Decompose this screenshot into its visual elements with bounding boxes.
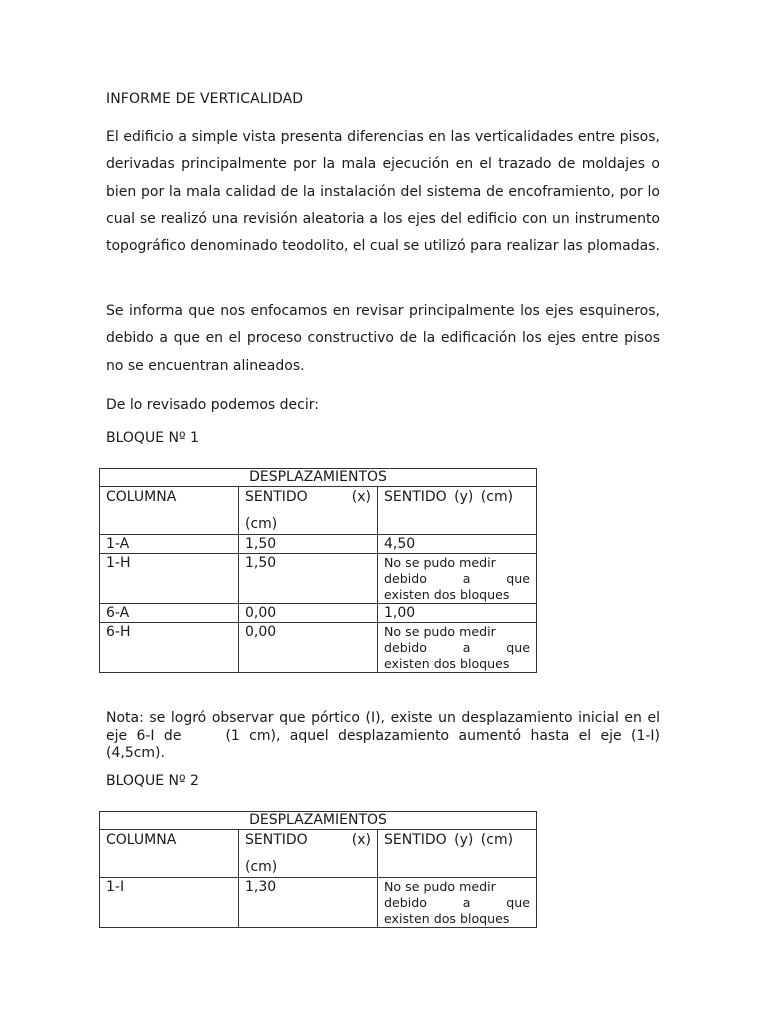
column-header-sentido-x: SENTIDO (x) (cm) [239,487,378,535]
table-cell-columna: 1-I [100,878,239,928]
note-paragraph: Nota: se logró observar que pórtico (I), existe un desplazamiento inicial en el eje 6-I de (1 cm), aquel desplazamiento aumentó hasta el eje (1-I) (4,5cm). [106,710,661,761]
column-header-columna: COLUMNA [100,487,239,535]
table-cell-x: 0,00 [239,623,378,673]
table-cell-y-note: No se pudo medir debido a que existen dos bloques [378,878,537,928]
document-title: INFORME DE VERTICALIDAD [106,91,304,107]
paragraph-focus: Se informa que nos enfocamos en revisar principalmente los ejes esquineros, debido a que en el proceso constructivo de la edificación los ejes entre pisos no se encuentran alineados. [106,303,660,374]
column-header-columna: COLUMNA [100,830,239,878]
paragraph-intro: El edificio a simple vista presenta diferencias en las verticalidades entre pisos, derivadas principalmente por la mala ejecución en el trazado de moldajes o bien por la mala calidad de la instalación del sistema de encoframiento, por lo cual se realizó una revisión aleatoria a los ejes del edificio con un instrumento topográfico denominado teodolito, el cual se utilizó para realizar las plomadas. [106,129,660,255]
displacement-table-block-1 [99,468,537,673]
table-cell-x: 1,30 [239,878,378,928]
table-cell-x: 1,50 [239,554,378,604]
table-cell-columna: 6-A [100,604,239,623]
displacement-table-block-2 [99,811,537,928]
note-line-2: debido a que [384,640,530,655]
column-header-sentido-x: SENTIDO (x) (cm) [239,830,378,878]
table-cell-y-note: No se pudo medir debido a que existen dos bloques [378,623,537,673]
paragraph-findings: De lo revisado podemos decir: [106,397,319,413]
table-cell-x: 1,50 [239,535,378,554]
column-header-sentido-y: SENTIDO (y) (cm) [378,487,537,535]
table-cell-columna: 1-H [100,554,239,604]
table-header: DESPLAZAMIENTOS [100,812,537,830]
table-cell-y-note: No se pudo medir debido a que existen dos bloques [378,554,537,604]
table-cell-y: 4,50 [378,535,537,554]
block-1-label: BLOQUE Nº 1 [106,430,199,446]
table-cell-columna: 6-H [100,623,239,673]
table-cell-columna: 1-A [100,535,239,554]
note-line-2: debido a que [384,571,530,586]
table-header: DESPLAZAMIENTOS [100,469,537,487]
table-cell-y: 1,00 [378,604,537,623]
block-2-label: BLOQUE Nº 2 [106,773,199,789]
column-header-sentido-y: SENTIDO (y) (cm) [378,830,537,878]
table-cell-x: 0,00 [239,604,378,623]
note-line-2: debido a que [384,895,530,910]
